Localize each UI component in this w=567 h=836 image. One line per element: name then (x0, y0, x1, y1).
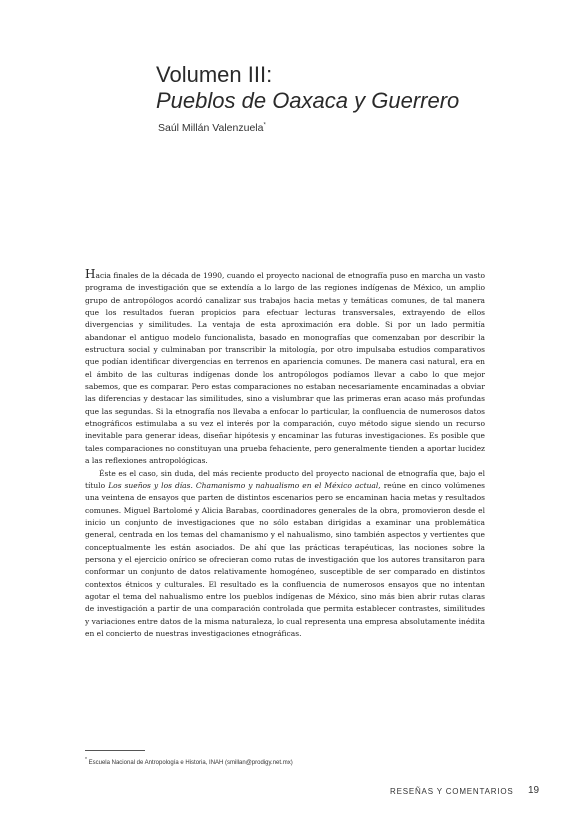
author-text: Saúl Millán Valenzuela (158, 122, 264, 134)
paragraph-2-start: Éste es el caso, sin duda, del más reciente producto del proyecto nacional de etnografía que, bajo el título (85, 468, 485, 490)
drop-cap: H (85, 267, 96, 281)
author-name (158, 122, 266, 134)
paragraph-1 (85, 268, 485, 468)
footnote-rule (85, 750, 145, 751)
title-line-2: Pueblos de Oaxaca y Guerrero (156, 88, 460, 113)
footnote-mark: * (85, 757, 87, 763)
book-title: Los sueños y los días. Chamanismo y nahualismo en el México actual, (108, 480, 381, 490)
footnote (85, 757, 485, 766)
title-line-1: Volumen III: (156, 62, 273, 87)
page-number: 19 (528, 785, 540, 796)
footnote-text: Escuela Nacional de Antropología e Historia, INAH (smillan@prodigy.net.mx) (88, 760, 293, 766)
article-body (85, 268, 485, 640)
author-footnote-mark: * (263, 122, 266, 129)
running-footer: RESEÑAS Y COMENTARIOS (390, 787, 514, 796)
article-title (156, 62, 459, 114)
paragraph-1-text: acia finales de la década de 1990, cuando el proyecto nacional de etnografía puso en marcha un vasto programa de investigación que se extendía a lo largo de las regiones indígenas de México, un amplio grupo de antropólogos acordó canalizar sus trabajos hacia metas y temáticas comunes, de tal manera que los resultados fueran propicios para efectuar lecturas transversales, extrayendo de ellos divergencias y similitudes. La ventaja de esta aproximación era doble. Si por un lado permitía abandonar el antiguo modelo funcionalista, basado en monografías que comenzaban por describir la estructura social y culminaban por transcribir la mitología, por otro impulsaba estudios comparativos que podían identificar divergencias en terrenos en apariencia comunes. De manera casi natural, era en el ámbito de las culturas indígenas donde los antropólogos podíamos llevar a cabo lo que mejor sabemos, que es comparar. Pero estas comparaciones no estaban necesariamente encaminadas a obviar las diferencias y destacar las similitudes, sino a vislumbrar que las primeras eran acaso más profundas que las segundas. Si la etnografía nos llevaba a enfocar lo particular, la confluencia de numerosos datos etnográficos estimulaba a su vez el interés por la comparación, cuyo método sigue siendo un recurso inevitable para generar ideas, diseñar hipótesis y encaminar las futuras investigaciones. Es posible que tales comparaciones no constituyan una prueba fehaciente, pero generalmente tienden a aportar lucidez a las reflexiones antropológicas. (85, 271, 485, 466)
paragraph-2-rest: reúne en cinco volúmenes una veintena de ensayos que parten de distintos escenarios pero se encaminan hacia metas y resultados comunes. Miguel Bartolomé y Alicia Barabas, coordinadores generales de la obra, promovieron desde el inicio un conjunto de investigaciones que no sólo estaban dirigidas a examinar una problemática general, centrada en los temas del chamanismo y el nahualismo, sino también aspectos y vertientes que conceptualmente les están asociados. De ahí que las prácticas terapéuticas, las nociones sobre la persona y el ejercicio onírico se ofrecieran como rutas de investigación que los autores transitaron para conformar un conjunto de datos relativamente homogéneo, susceptible de ser comparado en distintos contextos étnicos y culturales. El resultado es la confluencia de numerosos ensayos que no intentan agotar el tema del nahualismo entre los pueblos indígenas de México, sino más bien abrir rutas claras de investigación a partir de una comparación controlada que permita establecer contrastes, similitudes y variaciones entre datos de la misma naturaleza, lo cual representa una empresa absolutamente inédita en el concierto de nuestras investigaciones etnográficas. (85, 480, 485, 638)
paragraph-2 (85, 468, 485, 641)
